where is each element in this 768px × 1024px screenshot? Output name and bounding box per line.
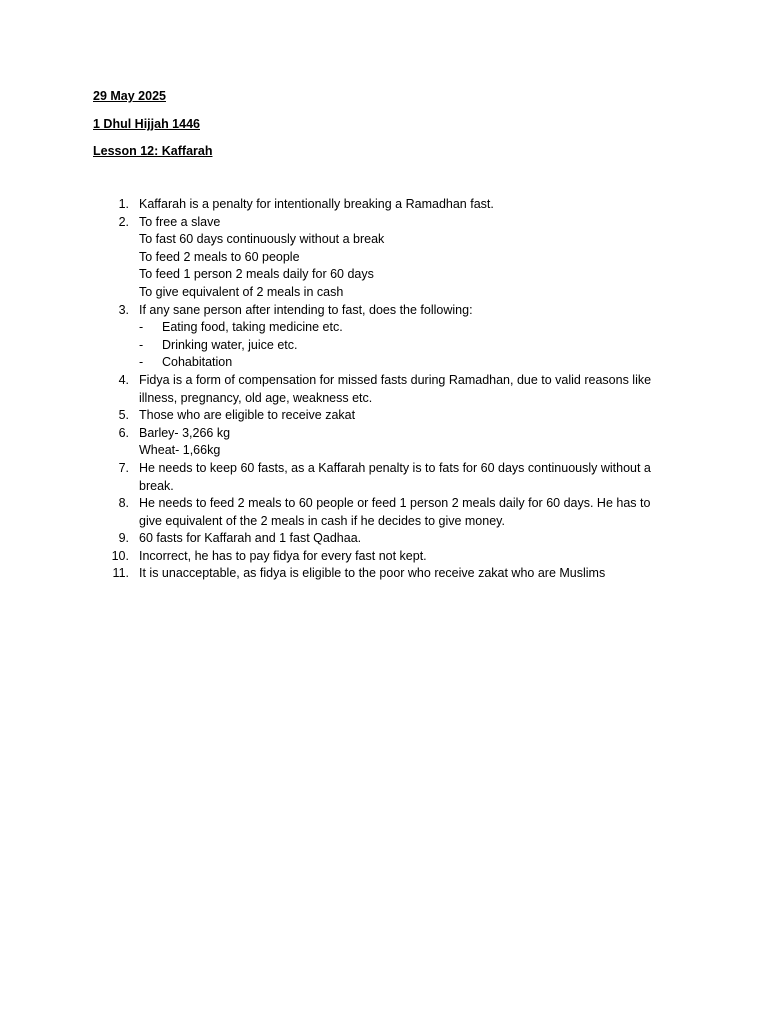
item-number: 6. [118, 425, 129, 440]
item-number: 2. [118, 214, 129, 229]
sub-bullet-text: Eating food, taking medicine etc. [162, 320, 343, 335]
sub-bullet-text: Drinking water, juice etc. [162, 337, 298, 352]
list-item [0, 530, 768, 548]
list-item [0, 565, 768, 583]
list-item [0, 495, 768, 530]
item-text: Kaffarah is a penalty for intentionally breaking a Ramadhan fast. [139, 197, 494, 211]
list-item [0, 302, 768, 372]
item-text: 60 fasts for Kaffarah and 1 fast Qadhaa. [139, 531, 362, 546]
item-text: He needs to keep 60 fasts, as a Kaffarah penalty is to fats for 60 days continuously without a break. [139, 460, 651, 493]
item-text: To give equivalent of 2 meals in cash [139, 284, 344, 299]
sub-bullet [139, 319, 676, 337]
list-item [0, 425, 768, 460]
list-item [0, 460, 768, 495]
item-number: 8. [118, 496, 129, 511]
item-text: If any sane person after intending to fast, does the following: [139, 302, 473, 317]
item-number: 5. [118, 408, 129, 423]
list-item [0, 196, 768, 214]
item-text: To feed 1 person 2 meals daily for 60 days [139, 267, 374, 282]
item-text: Barley- 3,266 kg [139, 425, 231, 440]
item-number: 1. [118, 197, 129, 211]
item-number: 10. [111, 548, 129, 563]
sub-bullet [139, 354, 676, 372]
item-text: It is unacceptable, as fidya is eligible to the poor who receive zakat who are Muslims [139, 566, 606, 581]
lesson-title: Lesson 12: Kaffarah [93, 144, 213, 158]
bullet-dash: - [139, 320, 144, 335]
item-number: 11. [112, 566, 129, 581]
sub-bullet [139, 337, 676, 355]
list-item [0, 214, 768, 302]
item-text: Incorrect, he has to pay fidya for every fast not kept. [139, 548, 427, 563]
item-number: 3. [118, 302, 129, 317]
item-text: To feed 2 meals to 60 people [139, 249, 300, 264]
item-number: 4. [118, 372, 129, 387]
item-number: 7. [118, 460, 129, 475]
item-text: Fidya is a form of compensation for missed fasts during Ramadhan, due to valid reasons like illness, pregnancy, old age, weakness etc. [139, 372, 652, 405]
list-item [0, 372, 768, 407]
item-text: To free a slave [139, 214, 221, 229]
answer-list [0, 196, 768, 583]
date-hijri: 1 Dhul Hijjah 1446 [93, 117, 200, 131]
bullet-dash: - [139, 337, 144, 352]
list-item [0, 548, 768, 566]
list-item [0, 407, 768, 425]
item-text: Wheat- 1,66kg [139, 443, 221, 458]
bullet-dash: - [139, 355, 144, 370]
date-gregorian: 29 May 2025 [93, 89, 166, 103]
sub-bullet-text: Cohabitation [162, 355, 233, 370]
item-text: To fast 60 days continuously without a break [139, 232, 385, 247]
item-text: He needs to feed 2 meals to 60 people or feed 1 person 2 meals daily for 60 days. He has to give equivalent of the 2 meals in cash if he decides to give money. [139, 496, 651, 528]
item-number: 9. [118, 531, 129, 546]
item-text: Those who are eligible to receive zakat [139, 408, 356, 423]
